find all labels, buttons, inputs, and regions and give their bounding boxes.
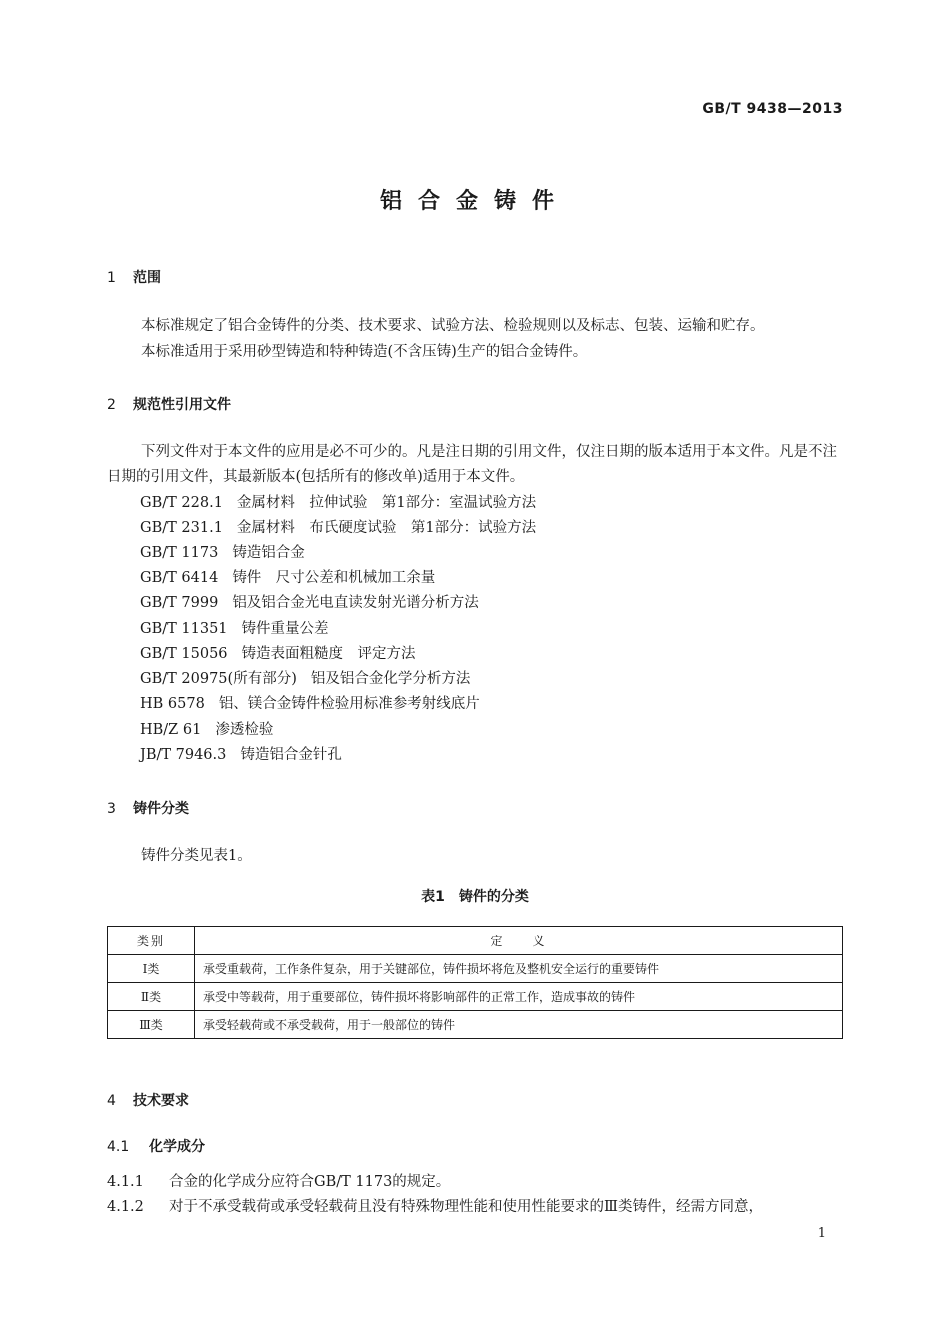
reference-item bbox=[140, 566, 435, 591]
column-header: 类别 bbox=[108, 927, 195, 955]
reference-item bbox=[140, 667, 470, 692]
reference-title: 铝、镁合金铸件检验用标准参考射线底片 bbox=[218, 696, 480, 712]
section-title: 范围 bbox=[133, 270, 161, 286]
table-cell: 承受轻载荷或不承受载荷，用于一般部位的铸件 bbox=[195, 1011, 843, 1039]
section-title: 技术要求 bbox=[133, 1093, 189, 1109]
reference-title: 铸造铝合金 bbox=[232, 545, 305, 561]
reference-title: 铝及铝合金光电直读发射光谱分析方法 bbox=[232, 595, 479, 611]
reference-item bbox=[140, 591, 479, 616]
reference-title: 铸件重量公差 bbox=[241, 621, 329, 637]
section-1-heading bbox=[107, 267, 161, 287]
table-cell: Ⅲ类 bbox=[108, 1011, 195, 1039]
reference-item bbox=[140, 516, 536, 541]
clause-number: 4.1.2 bbox=[107, 1199, 144, 1215]
table-row bbox=[108, 1011, 843, 1039]
reference-title: 铸件 尺寸公差和机械加工余量 bbox=[232, 570, 436, 586]
clause-4-1-2 bbox=[107, 1195, 763, 1220]
subsection-number: 4.1 bbox=[107, 1139, 130, 1155]
section-number: 3 bbox=[107, 801, 116, 817]
reference-item bbox=[140, 743, 342, 768]
section-3-heading bbox=[107, 798, 189, 818]
section-number: 2 bbox=[107, 397, 116, 413]
reference-title: 铝及铝合金化学分析方法 bbox=[310, 671, 471, 687]
page-number: 1 bbox=[817, 1226, 826, 1241]
reference-code: HB 6578 bbox=[140, 696, 205, 712]
reference-code: GB/T 11351 bbox=[140, 621, 228, 637]
section-number: 1 bbox=[107, 270, 116, 286]
table-cell: 承受重载荷，工作条件复杂，用于关键部位，铸件损坏将危及整机安全运行的重要铸件 bbox=[195, 955, 843, 983]
reference-code: GB/T 231.1 bbox=[140, 520, 223, 536]
reference-code: JB/T 7946.3 bbox=[140, 747, 227, 763]
reference-item bbox=[140, 692, 480, 717]
clause-4-1-1 bbox=[107, 1170, 450, 1195]
section-2-intro: 下列文件对于本文件的应用是必不可少的。凡是注日期的引用文件，仅注日期的版本适用于本文件。凡是不注日期的引用文件，其最新版本(包括所有的修改单)适用于本文件。 bbox=[107, 444, 837, 485]
section-number: 4 bbox=[107, 1093, 116, 1109]
reference-code: GB/T 7999 bbox=[140, 595, 219, 611]
subsection-title: 化学成分 bbox=[149, 1139, 205, 1155]
table-cell: 承受中等载荷，用于重要部位，铸件损坏将影响部件的正常工作，造成事故的铸件 bbox=[195, 983, 843, 1011]
section-1-para-1: 本标准规定了铝合金铸件的分类、技术要求、试验方法、检验规则以及标志、包装、运输和贮存。 bbox=[141, 318, 765, 334]
reference-title: 渗透检验 bbox=[215, 722, 274, 738]
reference-code: GB/T 6414 bbox=[140, 570, 219, 586]
section-1-para-2: 本标准适用于采用砂型铸造和特种铸造(不含压铸)生产的铝合金铸件。 bbox=[141, 344, 588, 360]
classification-table bbox=[107, 926, 843, 1039]
reference-code: GB/T 20975(所有部分) bbox=[140, 671, 297, 687]
section-4-heading bbox=[107, 1090, 189, 1110]
table-cell: Ⅰ类 bbox=[108, 955, 195, 983]
reference-title: 金属材料 布氏硬度试验 第1部分：试验方法 bbox=[236, 520, 537, 536]
reference-item bbox=[140, 491, 536, 516]
standard-code: GB/T 9438—2013 bbox=[702, 101, 843, 117]
section-3-text: 铸件分类见表1。 bbox=[141, 848, 252, 864]
subsection-4-1-heading bbox=[107, 1136, 205, 1156]
clause-number: 4.1.1 bbox=[107, 1174, 144, 1190]
table-row bbox=[108, 955, 843, 983]
reference-item bbox=[140, 617, 329, 642]
reference-item bbox=[140, 718, 273, 743]
reference-code: GB/T 1173 bbox=[140, 545, 219, 561]
table-header-row bbox=[108, 927, 843, 955]
reference-item bbox=[140, 541, 305, 566]
clause-text: 对于不承受载荷或承受轻载荷且没有特殊物理性能和使用性能要求的Ⅲ类铸件，经需方同意， bbox=[169, 1199, 763, 1215]
section-title: 铸件分类 bbox=[133, 801, 189, 817]
reference-code: GB/T 228.1 bbox=[140, 495, 223, 511]
reference-code: GB/T 15056 bbox=[140, 646, 228, 662]
reference-title: 铸造铝合金针孔 bbox=[240, 747, 342, 763]
table-cell: Ⅱ类 bbox=[108, 983, 195, 1011]
column-header: 定 义 bbox=[195, 927, 843, 955]
table-row bbox=[108, 983, 843, 1011]
reference-item bbox=[140, 642, 416, 667]
document-title: 铝合金铸件 bbox=[379, 189, 570, 214]
reference-title: 金属材料 拉伸试验 第1部分：室温试验方法 bbox=[236, 495, 537, 511]
reference-title: 铸造表面粗糙度 评定方法 bbox=[241, 646, 416, 662]
clause-text: 合金的化学成分应符合GB/T 1173的规定。 bbox=[169, 1174, 451, 1190]
table-caption: 表1 铸件的分类 bbox=[421, 889, 529, 905]
reference-code: HB/Z 61 bbox=[140, 722, 202, 738]
section-2-heading bbox=[107, 394, 231, 414]
section-title: 规范性引用文件 bbox=[133, 397, 231, 413]
